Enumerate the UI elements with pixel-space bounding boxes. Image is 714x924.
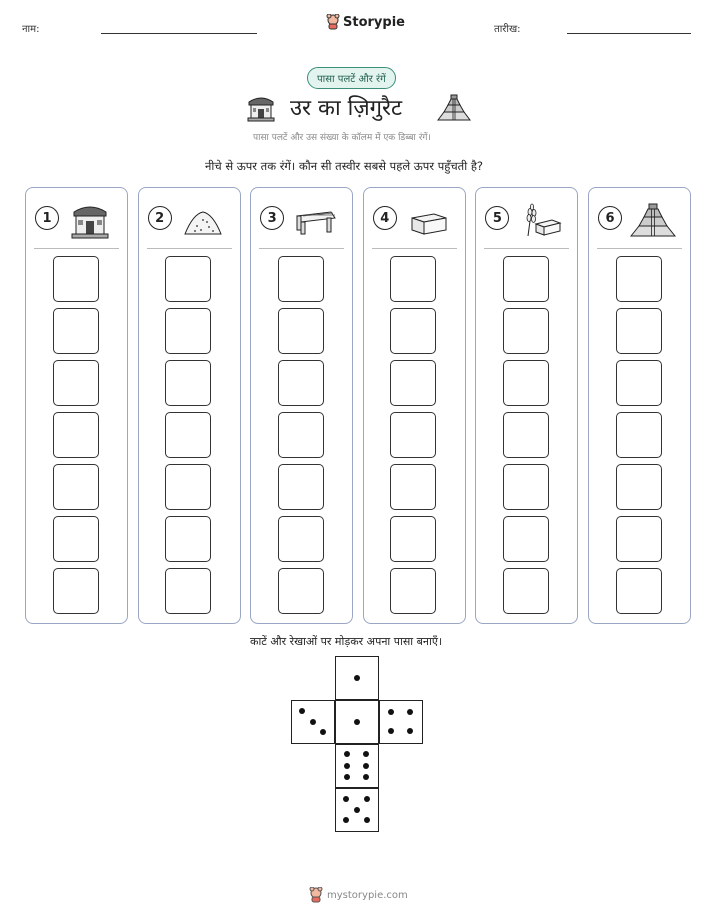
mascot-icon: [309, 887, 323, 903]
color-box[interactable]: [278, 256, 324, 302]
color-box[interactable]: [390, 308, 436, 354]
column-number: 4: [373, 206, 397, 230]
color-box[interactable]: [165, 412, 211, 458]
color-box[interactable]: [53, 256, 99, 302]
color-box[interactable]: [165, 256, 211, 302]
color-box[interactable]: [165, 360, 211, 406]
ziggurat-icon: [629, 200, 677, 240]
color-box[interactable]: [53, 360, 99, 406]
color-box[interactable]: [53, 308, 99, 354]
color-box[interactable]: [390, 412, 436, 458]
ziggurat-icon: [436, 92, 472, 122]
color-box[interactable]: [616, 360, 662, 406]
color-box[interactable]: [503, 360, 549, 406]
color-box[interactable]: [165, 516, 211, 562]
color-box[interactable]: [503, 516, 549, 562]
dice-face-5: [335, 788, 379, 832]
color-box[interactable]: [616, 412, 662, 458]
column-number: 2: [148, 206, 172, 230]
dice-pip: [344, 763, 350, 769]
color-box[interactable]: [278, 568, 324, 614]
color-box[interactable]: [390, 256, 436, 302]
column-6: [588, 187, 691, 624]
color-box[interactable]: [278, 516, 324, 562]
dice-pip: [364, 817, 370, 823]
mascot-icon: [326, 14, 340, 30]
column-number: 1: [35, 206, 59, 230]
column-divider: [259, 248, 344, 249]
color-box[interactable]: [278, 308, 324, 354]
dice-pip: [363, 751, 369, 757]
dice-pip: [407, 709, 413, 715]
color-box[interactable]: [616, 256, 662, 302]
color-box[interactable]: [278, 412, 324, 458]
column-divider: [34, 248, 119, 249]
date-line[interactable]: [567, 33, 691, 34]
page-subtitle: पासा पलटें और उस संख्या के कॉलम में एक डिब्बा रंगें।: [253, 133, 431, 143]
color-box[interactable]: [165, 464, 211, 510]
color-box[interactable]: [503, 308, 549, 354]
color-box[interactable]: [616, 308, 662, 354]
dice-face-1: [335, 700, 379, 744]
dice-pip: [364, 796, 370, 802]
temple-icon: [246, 92, 276, 122]
dice-face-3: [291, 700, 335, 744]
color-box[interactable]: [503, 464, 549, 510]
dice-instruction: काटें और रेखाओं पर मोड़कर अपना पासा बनाएँ।: [250, 635, 443, 648]
dice-pip: [388, 728, 394, 734]
page-title: उर का ज़िगुरैट: [290, 96, 403, 121]
color-box[interactable]: [616, 464, 662, 510]
column-3: [250, 187, 353, 624]
color-box[interactable]: [503, 256, 549, 302]
dice-pip: [354, 719, 360, 725]
dice-pip: [363, 763, 369, 769]
column-1: [25, 187, 128, 624]
temple-icon: [66, 200, 114, 240]
dice-pip: [343, 796, 349, 802]
color-box[interactable]: [390, 464, 436, 510]
color-box[interactable]: [390, 568, 436, 614]
column-number: 5: [485, 206, 509, 230]
column-number: 3: [260, 206, 284, 230]
wooden-table-icon: [291, 200, 339, 240]
dice-pip: [354, 807, 360, 813]
dice-face-6: [335, 744, 379, 788]
wheat-and-brick-icon: [516, 200, 564, 240]
column-2: [138, 187, 241, 624]
column-4: [363, 187, 466, 624]
column-divider: [372, 248, 457, 249]
game-instruction: नीचे से ऊपर तक रंगें। कौन सी तस्वीर सबसे पहले ऊपर पहुँचती है?: [205, 159, 484, 173]
color-box[interactable]: [53, 412, 99, 458]
name-label: नाम:: [22, 24, 40, 35]
column-5: [475, 187, 578, 624]
brand-logo: [326, 14, 405, 30]
column-divider: [484, 248, 569, 249]
dice-pip: [299, 708, 305, 714]
color-box[interactable]: [278, 360, 324, 406]
color-box[interactable]: [390, 516, 436, 562]
color-box[interactable]: [616, 516, 662, 562]
grain-pile-icon: [179, 200, 227, 240]
dice-pip: [354, 675, 360, 681]
dice-pip: [320, 729, 326, 735]
name-line[interactable]: [101, 33, 257, 34]
color-box[interactable]: [53, 464, 99, 510]
color-box[interactable]: [503, 568, 549, 614]
color-box[interactable]: [53, 568, 99, 614]
date-label: तारीख:: [494, 24, 521, 35]
dice-pip: [363, 774, 369, 780]
dice-face-4: [379, 700, 423, 744]
dice-pip: [343, 817, 349, 823]
dice-pip: [310, 719, 316, 725]
color-box[interactable]: [165, 308, 211, 354]
color-box[interactable]: [278, 464, 324, 510]
color-box[interactable]: [503, 412, 549, 458]
color-box[interactable]: [390, 360, 436, 406]
dice-pip: [388, 709, 394, 715]
color-box[interactable]: [165, 568, 211, 614]
dice-pip: [344, 751, 350, 757]
column-divider: [147, 248, 232, 249]
dice-face-1: [335, 656, 379, 700]
activity-badge: पासा पलटें और रंगें: [307, 67, 396, 89]
footer: [309, 887, 408, 903]
brick-icon: [404, 200, 452, 240]
column-number: 6: [598, 206, 622, 230]
color-box[interactable]: [53, 516, 99, 562]
footer-url: mystorypie.com: [327, 889, 408, 901]
color-box[interactable]: [616, 568, 662, 614]
dice-pip: [344, 774, 350, 780]
dice-pip: [407, 728, 413, 734]
column-divider: [597, 248, 682, 249]
brand-name: Storypie: [343, 14, 405, 30]
